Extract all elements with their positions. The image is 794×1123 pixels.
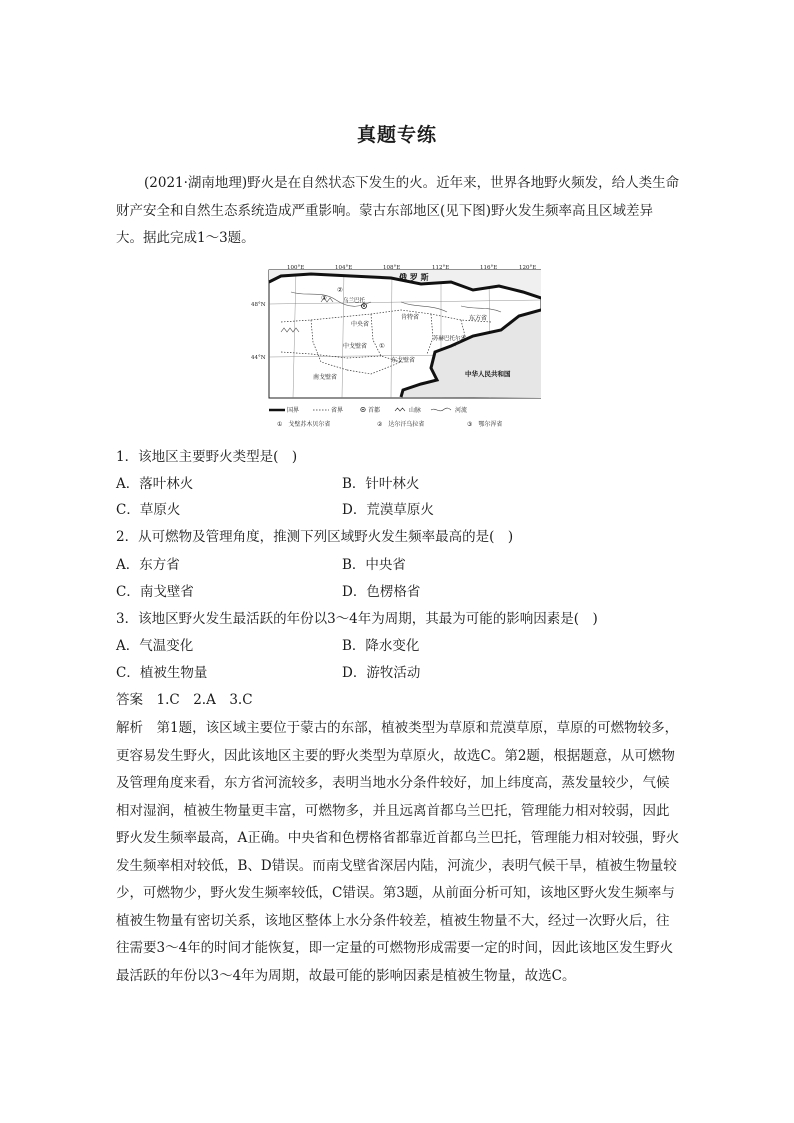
lon-label-116: 116°E [480,265,498,271]
question-2-option-b: B．中央省 [342,557,406,573]
legend-mountain: 山脉 [409,407,422,414]
legend-numbered-1: ① 戈壁苏木贝尔省 [277,421,331,428]
page-title: 真题专练 [356,124,437,146]
answer-line: 答案 1.C 2.A 3.C [116,692,253,708]
question-1-option-c: C．草原火 [116,502,181,518]
question-2-option-a: A．东方省 [116,557,180,573]
label-omnogovi: 南戈壁省 [313,374,338,381]
marker-3: ③ [321,294,327,302]
question-2-stem: 2．从可燃物及管理角度，推测下列区域野火发生频率最高的是( ) [116,529,514,545]
label-china: 中华人民共和国 [465,370,511,378]
intro-paragraph: (2021·湖南地理)野火是在自然状态下发生的火。近年来，世界各地野火频发，给人类生命财产安全和自然生态系统造成严重影响。蒙古东部地区(见下图)野火发生频率高且区域差异大。据此完成1～3题。 [116,175,680,246]
question-1-option-d: D．荒漠草原火 [342,502,434,518]
legend-province-border: 省界 [331,407,344,414]
legend-numbered-2: ② 达尔汗乌拉省 [377,421,425,428]
mongolia-map-figure [251,262,541,432]
lon-label-104: 104°E [335,265,353,271]
question-3-option-a: A．气温变化 [116,638,194,654]
analysis-paragraph: 解析 第1题，该区域主要位于蒙古的东部，植被类型为草原和荒漠草原，草原的可燃物较多，更容易发生野火，因此该地区主要的野火类型为草原火，故选C。第2题，根据题意，从可燃物及管理角度来看，东方省河流较多，表明当地水分条件较好，加上纬度高，蒸发量较少，气候相对湿润，植被生物量更丰富，可燃物多，并且远离首都乌兰巴托，管理能力相对较弱，因此野火发生频率最高，A正确。中央省和色楞格省都靠近首都乌兰巴托，管理能力相对较强，野火发生频率相对较低，B、D错误。而南戈壁省深居内陆，河流少，表明气候干旱，植被生物量较少，可燃物少，野火发生频率较低，C错误。第3题，从前面分析可知，该地区野火发生频率与植被生物量有密切关系，该地区整体上水分条件较差，植被生物量不大，经过一次野火后，往往需要3～4年的时间才能恢复，即一定量的可燃物形成需要一定的时间，因此该地区发生野火最活跃的年份以3～4年为周期，故最可能的影响因素是植被生物量，故选C。 [116,720,680,984]
question-3-stem: 3．该地区野火发生最活跃的年份以3～4年为周期，其最为可能的影响因素是( ) [116,611,598,627]
label-sukhbaatar: 苏赫巴托尔省 [433,336,467,342]
marker-1: ① [379,342,385,350]
question-3-option-d: D．游牧活动 [342,665,421,681]
label-dornogovi: 东戈壁省 [391,357,416,364]
lon-label-100: 100°E [287,265,305,271]
marker-2: ② [337,286,343,294]
lon-label-120: 120°E [519,265,537,271]
question-3-option-c: C．植被生物量 [116,665,208,681]
label-tov: 中央省 [351,321,370,328]
question-2-option-c: C．南戈壁省 [116,584,194,600]
question-2-option-d: D．色楞格省 [342,584,421,600]
label-khentii: 肯特省 [401,314,420,321]
legend-border: 国界 [287,407,300,414]
question-1-option-a: A．落叶林火 [116,476,194,492]
map-legend [269,406,502,428]
legend-numbered-3: ③ 鄂尔浑省 [467,421,503,428]
lat-label-48: 48°N [251,302,266,308]
lat-label-44: 44°N [251,355,266,361]
label-dornod: 东方省 [469,315,488,322]
question-3-option-b: B．降水变化 [342,638,420,654]
lon-label-108: 108°E [383,265,401,271]
legend-river: 河流 [455,407,468,414]
question-1-stem: 1．该地区主要野火类型是( ) [116,449,298,465]
label-russia: 俄 罗 斯 [399,273,429,282]
legend-capital: 首都 [368,407,381,414]
lon-label-112: 112°E [432,265,450,271]
label-ulaanbaatar: 乌兰巴托 [343,298,366,304]
question-1-option-b: B．针叶林火 [342,476,420,492]
label-dundgovi: 中戈壁省 [343,343,368,350]
